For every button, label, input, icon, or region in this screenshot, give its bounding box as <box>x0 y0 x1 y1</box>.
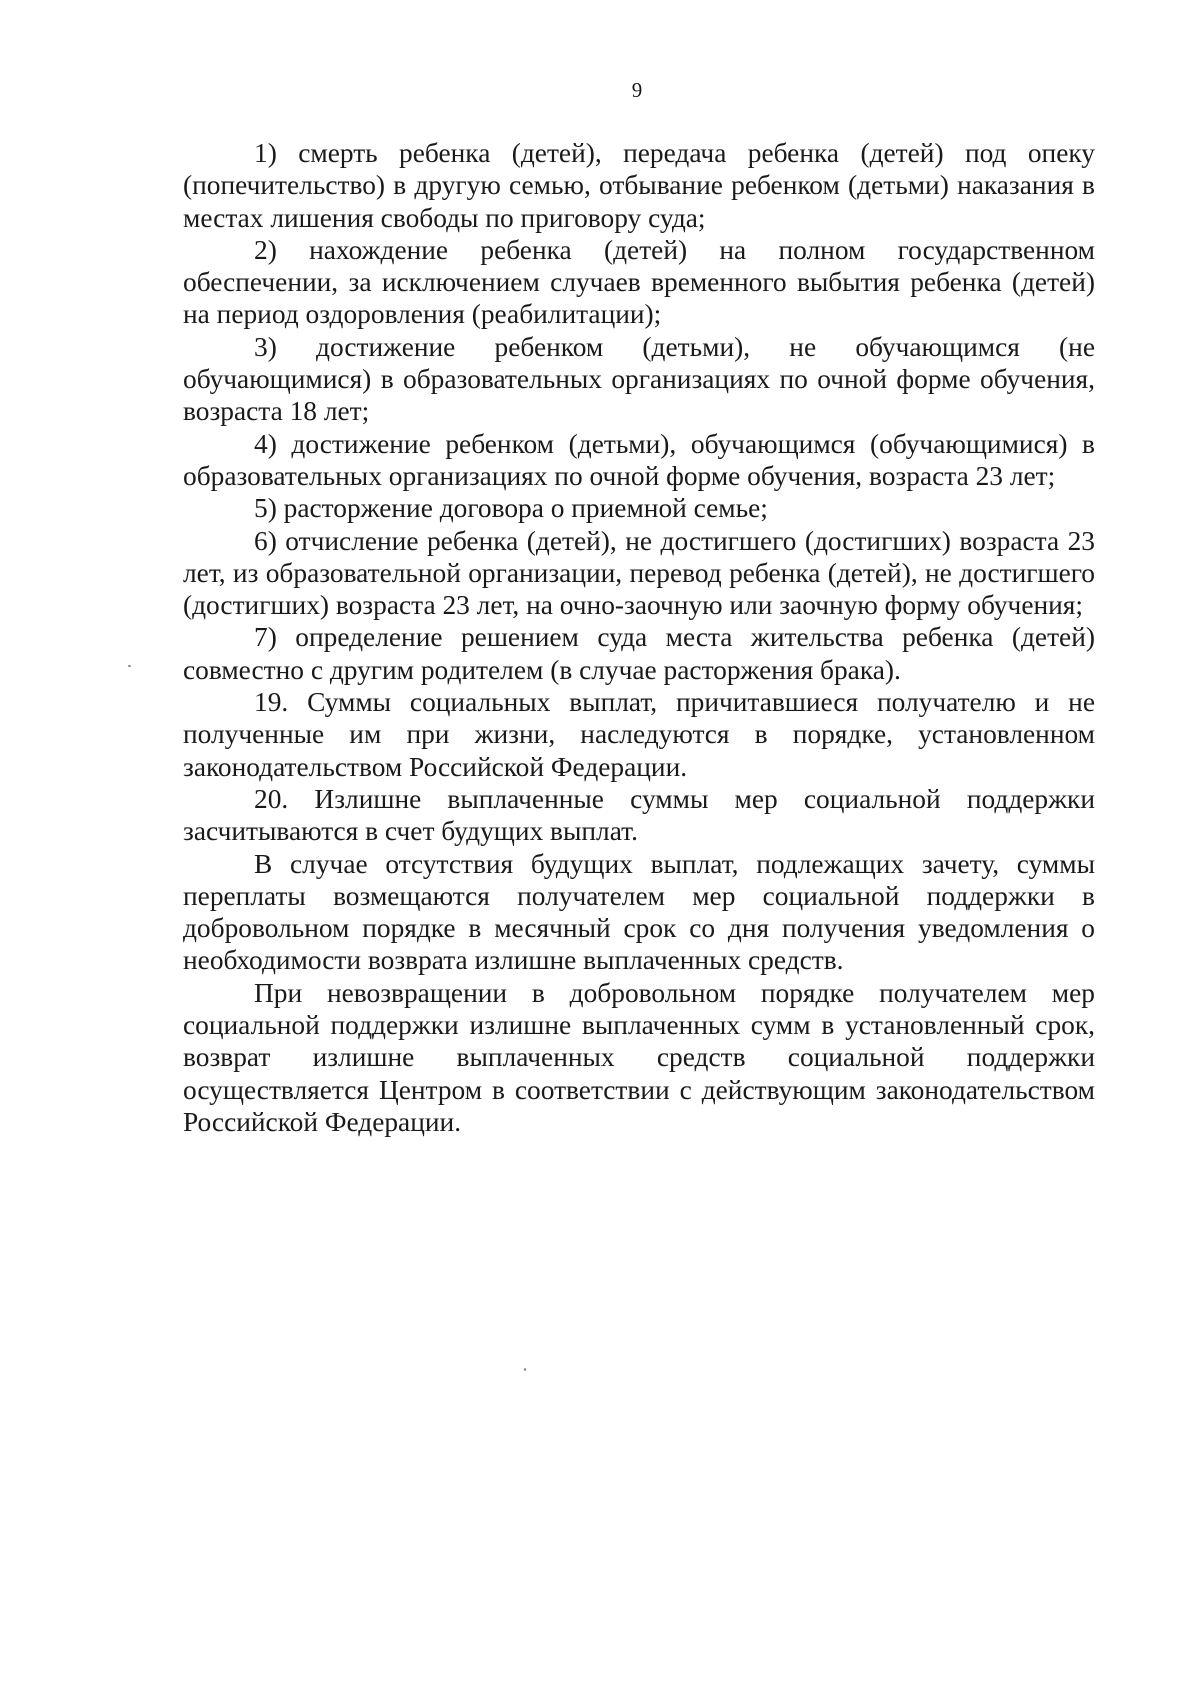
page-number: 9 <box>631 78 643 102</box>
paragraph-item-5: 5) расторжение договора о приемной семье; <box>254 493 768 524</box>
paragraph-item-7: 7) определение решением суда места жительства ребенка (детей) совместно с другим родителем (в случае расторжения брака). <box>183 622 1095 685</box>
paragraph-item-1: 1) смерть ребенка (детей), передача ребенка (детей) под опеку (попечительство) в другую семью, отбывание ребенком (детьми) наказания в местах лишения свободы по приговору суда; <box>183 138 1095 233</box>
paragraph-overpayment-refund: В случае отсутствия будущих выплат, подлежащих зачету, суммы переплаты возмещаются получателем мер социальной поддержки в добровольном порядке в месячный срок со дня получения уведомления о необходимости возврата излишне выплаченных средств. <box>183 848 1095 976</box>
paragraph-item-2: 2) нахождение ребенка (детей) на полном государственном обеспечении, за исключением случаев временного выбытия ребенка (детей) на период оздоровления (реабилитации); <box>183 234 1095 330</box>
scan-speck <box>524 1368 526 1371</box>
paragraph-clause-19: 19. Суммы социальных выплат, причитавшиеся получателю и не полученные им при жизни, наследуются в порядке, установленном законодательством Российской Федерации. <box>183 687 1095 782</box>
paragraph-clause-20: 20. Излишне выплаченные суммы мер социальной поддержки засчитываются в счет будущих выплат. <box>183 783 1095 847</box>
paragraph-non-return: При невозвращении в добровольном порядке получателем мер социальной поддержки излишне выплаченных сумм в установленный срок, возврат излишне выплаченных средств социальной поддержки осуществляется Центром в соответствии с действующим законодательством Российской Федерации. <box>183 977 1095 1137</box>
paragraph-item-6: 6) отчисление ребенка (детей), не достигшего (достигших) возраста 23 лет, из образовательной организации, перевод ребенка (детей), не достигшего (достигших) возраста 23 лет, на очно-заочную или заочную форму обучения; <box>183 525 1095 621</box>
paragraph-item-3: 3) достижение ребенком (детьми), не обучающимся (не обучающимися) в образовательных организациях по очной форме обучения, возраста 18 лет; <box>183 331 1095 427</box>
document-body <box>183 137 1095 1138</box>
paragraph-item-4: 4) достижение ребенком (детьми), обучающимся (обучающимися) в образовательных организациях по очной форме обучения, возраста 23 лет; <box>183 428 1095 491</box>
scan-speck <box>128 665 131 667</box>
